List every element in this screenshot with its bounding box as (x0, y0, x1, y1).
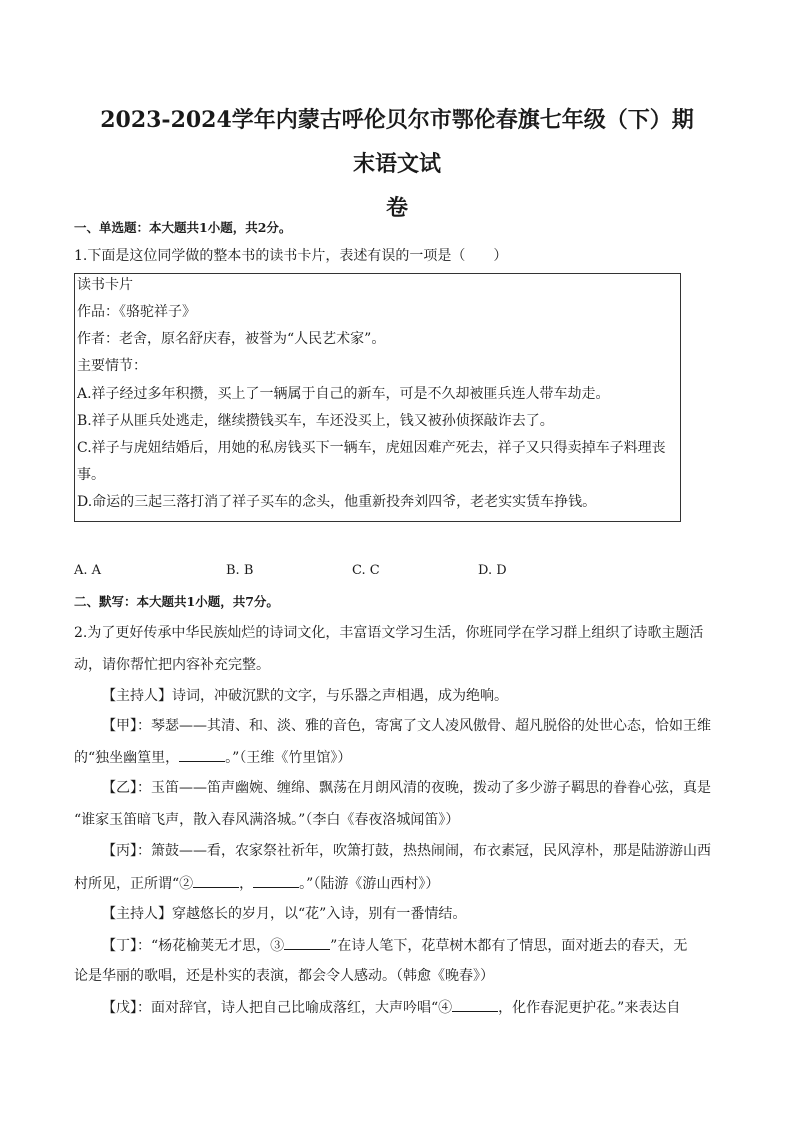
title-line-1: 2023-2024学年内蒙古呼伦贝尔市鄂伦春旗七年级（下）期末语文试 (100, 107, 694, 177)
card-line: 作品：《骆驼祥子》 (77, 304, 196, 320)
answer-option-c[interactable]: C. C (352, 563, 380, 578)
question-2-stem-cont: 动，请你帮忙把内容补充完整。 (74, 657, 270, 673)
section-1-heading: 一、单选题：本大题共1小题，共2分。 (74, 220, 292, 235)
host-intro-2: 【主持人】穿越悠长的岁月，以“花”入诗，别有一番情结。 (102, 906, 467, 922)
exam-title (90, 98, 704, 230)
answer-option-b[interactable]: B. B (226, 563, 254, 578)
card-line: 主要情节： (77, 358, 147, 374)
item-yi: 【乙】：玉笛——笛声幽婉、缠绵、飘荡在月朗风清的夜晚，拨动了多少游子羁思的眷眷心弦，真是 (102, 780, 711, 796)
item-wu: 【戊】：面对辞官，诗人把自己比喻成落红，大声吟唱“④ ，化作春泥更护花。”来表达自 (102, 997, 680, 1018)
item-ding-cont: 论是华丽的歌唱，还是朴实的表演，都会令人感动。（韩愈《晚春》） (74, 968, 494, 984)
answer-option-d[interactable]: D. D (478, 563, 507, 578)
fill-blank-2a[interactable] (193, 873, 239, 888)
item-bing-cont: 村所见，正所谓“② ， 。”（陆游《游山西村》） (74, 873, 439, 894)
question-2-stem: 2.为了更好传承中华民族灿烂的诗词文化，丰富语文学习生活，你班同学在学习群上组织了诗歌主题活 (74, 625, 704, 641)
card-line: 作者：老舍，原名舒庆春，被誉为“人民艺术家”。 (77, 331, 386, 347)
item-bing: 【丙】：箫鼓——看，农家祭社祈年，吹箫打鼓，热热闹闹，布衣素冠，民风淳朴，那是陆游游山西 (102, 843, 711, 859)
card-option-c-cont: 事。 (77, 467, 105, 483)
fill-blank-4[interactable] (452, 997, 498, 1012)
title-line-2: 卷 (385, 195, 408, 221)
fill-blank-2b[interactable] (253, 873, 299, 888)
host-intro-1: 【主持人】诗词，冲破沉默的文字，与乐器之声相遇，成为绝响。 (102, 688, 508, 704)
card-option-d: D.命运的三起三落打消了祥子买车的念头，他重新投奔刘四爷，老老实实赁车挣钱。 (77, 494, 597, 510)
item-jia-cont: 的“独坐幽篁里， 。”（王维《竹里馆》） (74, 747, 351, 768)
item-jia: 【甲】：琴瑟——其清、和、淡、雅的音色，寄寓了文人凌风傲骨、超凡脱俗的处世心态，恰如王维 (102, 718, 711, 734)
answer-option-a[interactable]: A. A (74, 563, 102, 578)
fill-blank-3[interactable] (284, 935, 330, 950)
reading-card (74, 273, 681, 522)
item-ding: 【丁】：“杨花榆荚无才思，③ ”在诗人笔下，花草树木都有了情思，面对逝去的春天，无 (102, 935, 687, 956)
section-2-heading: 二、默写：本大题共1小题，共7分。 (74, 594, 279, 609)
question-1-stem: 1.下面是这位同学做的整本书的读书卡片，表述有误的一项是（ ） (74, 248, 508, 264)
card-option-b: B.祥子从匪兵处逃走，继续攒钱买车，车还没买上，钱又被孙侦探敲诈去了。 (77, 413, 554, 429)
item-yi-cont: “谁家玉笛暗飞声，散入春风满洛城。”（李白《春夜洛城闻笛》） (74, 812, 460, 828)
card-line: 读书卡片 (77, 277, 133, 293)
card-option-a: A.祥子经过多年积攒，买上了一辆属于自己的新车，可是不久却被匪兵连人带车劫走。 (77, 386, 610, 402)
fill-blank-1[interactable] (179, 747, 225, 762)
card-option-c: C.祥子与虎妞结婚后，用她的私房钱买下一辆车，虎妞因难产死去，祥子又只得卖掉车子料理丧 (77, 440, 666, 456)
